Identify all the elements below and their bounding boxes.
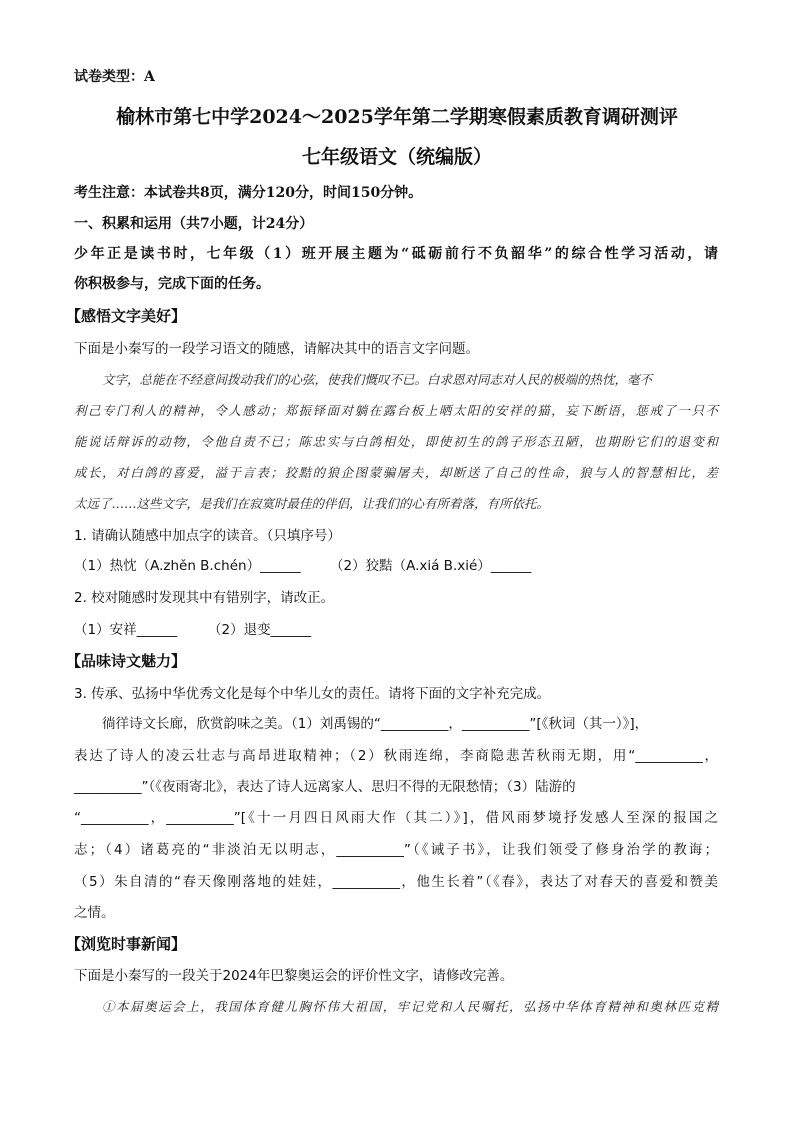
question-2-item-2: （2）退变______ — [208, 622, 312, 638]
question-2: 2. 校对随感时发现其中有错别字，请改正。 — [74, 590, 335, 606]
question-3: 3. 传承、弘扬中华优秀文化是每个中华儿女的责任。请将下面的文字补充完成。 — [74, 686, 551, 702]
question-2-item-1: （1）安祥______ — [74, 622, 178, 638]
section1-lead: 下面是小秦写的一段学习语文的随感，请解决其中的语言文字问题。 — [74, 341, 479, 357]
question-1-item-1: （1）热忱（A.zhěn B.chén）______ — [74, 558, 301, 574]
question-3-line: __________”（《夜雨寄北》，表达了诗人远离家人、思归不得的无限愁情；（3）陆游的 — [74, 779, 576, 795]
exam-notice: 考生注意：本试卷共8页，满分120分，时间150分钟。 — [74, 185, 423, 201]
part1-intro-line-1: 少年正是读书时，七年级（1）班开展主题为“砥砺前行不负韶华”的综合性学习活动，请 — [74, 246, 718, 262]
question-3-line: 志；（4）诸葛亮的“非淡泊无以明志，__________”（《诫子书》，让我们领受了修身治学的教诲； — [74, 842, 718, 858]
passage-line: 太远了……这些文字，是我们在寂寞时最佳的伴侣，让我们的心有所着落，有所依托。 — [74, 496, 550, 511]
question-3-line: 之情。 — [74, 905, 115, 921]
question-3-line: 徜徉诗文长廊，欣赏韵味之美。（1）刘禹锡的“__________，__________”[《秋词（其一）》]， — [102, 716, 649, 732]
passage-line: 成长，对白鸽的喜爱，溢于言表；狡黠的狼企图蒙骗屠夫，却断送了自己的性命，狼与人的智慧相比，差 — [74, 465, 718, 480]
passage-line: 利己专门利人的精神，令人感动；郑振铎面对躺在露台板上晒太阳的安祥的猫，妄下断语，惩戒了一只不 — [74, 403, 718, 418]
section-heading-news: 【浏览时事新闻】 — [66, 935, 187, 953]
section-heading-poetry: 【品味诗文魅力】 — [66, 652, 187, 670]
question-1-item-2: （2）狡黠（A.xiá B.xié）______ — [330, 558, 532, 574]
question-3-line: “__________，__________”[《十一月四日风雨大作（其二）》]，借风雨梦境抒发感人至深的报国之 — [74, 810, 718, 826]
section-heading-writing: 【感悟文字美好】 — [66, 307, 187, 325]
news-passage-line: ①本届奥运会上，我国体育健儿胸怀伟大祖国，牢记党和人民嘱托，弘扬中华体育精神和奥林匹克精 — [102, 999, 718, 1014]
question-1: 1. 请确认随感中加点字的读音。（只填序号） — [74, 528, 341, 544]
part1-intro-line-2: 你积极参与，完成下面的任务。 — [74, 276, 270, 292]
exam-subtitle: 七年级语文（统编版） — [301, 146, 492, 168]
part1-heading: 一、积累和运用（共7小题，计24分） — [74, 216, 314, 232]
question-3-line: （5）朱自清的“春天像刚落地的娃娃，__________，他生长着”（《春》，表达了对春天的喜爱和赞美 — [74, 874, 718, 890]
passage-line: 能说话辩诉的动物，令他自责不已；陈忠实与白鸽相处，即使初生的鸽子形态丑陋，也期盼它们的退变和 — [74, 434, 718, 449]
paper-type-label: 试卷类型：A — [74, 69, 155, 85]
section3-lead: 下面是小秦写的一段关于2024年巴黎奥运会的评价性文字，请修改完善。 — [74, 968, 514, 984]
passage-line: 文字，总能在不经意间拨动我们的心弦，使我们慨叹不已。白求恩对同志对人民的极端的热忱，毫不 — [102, 372, 653, 387]
exam-title: 榆林市第七中学2024～2025学年第二学期寒假素质教育调研测评 — [116, 106, 678, 128]
question-3-line: 表达了诗人的凌云壮志与高昂进取精神；（2）秋雨连绵，李商隐悲苦秋雨无期，用“__________， — [74, 748, 718, 764]
